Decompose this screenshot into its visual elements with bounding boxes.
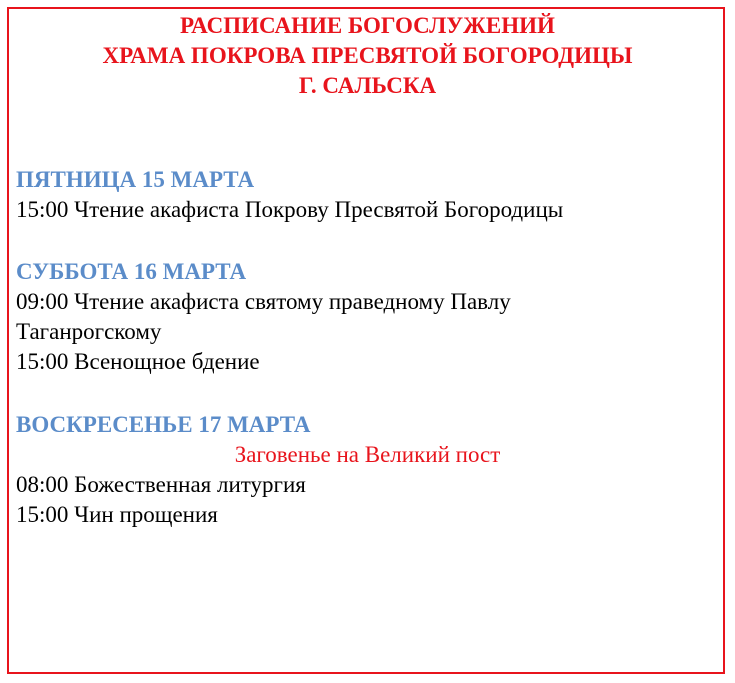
service-item: 15:00 Чтение акафиста Покрову Пресвятой Богородицы — [16, 197, 564, 222]
day-heading: СУББОТА 16 МАРТА — [16, 259, 247, 284]
day-section-friday — [16, 165, 723, 225]
day-section-saturday — [16, 257, 723, 377]
fast-note: Заговенье на Великий пост — [234, 442, 501, 467]
day-section-sunday — [0, 410, 735, 530]
day-heading: ПЯТНИЦА 15 МАРТА — [16, 167, 255, 192]
service-item-continuation: Таганрогскому — [16, 319, 162, 344]
title-line-3: Г. САЛЬСКА — [298, 73, 437, 98]
service-item: 15:00 Чин прощения — [16, 502, 218, 527]
service-item: 15:00 Всенощное бдение — [16, 349, 260, 374]
day-heading: ВОСКРЕСЕНЬЕ 17 МАРТА — [16, 412, 311, 437]
title-line-2: ХРАМА ПОКРОВА ПРЕСВЯТОЙ БОГОРОДИЦЫ — [102, 43, 633, 68]
schedule-title — [0, 11, 735, 101]
service-item: 09:00 Чтение акафиста святому праведному Павлу — [16, 289, 511, 314]
service-item: 08:00 Божественная литургия — [16, 472, 306, 497]
title-line-1: РАСПИСАНИЕ БОГОСЛУЖЕНИЙ — [180, 13, 555, 38]
